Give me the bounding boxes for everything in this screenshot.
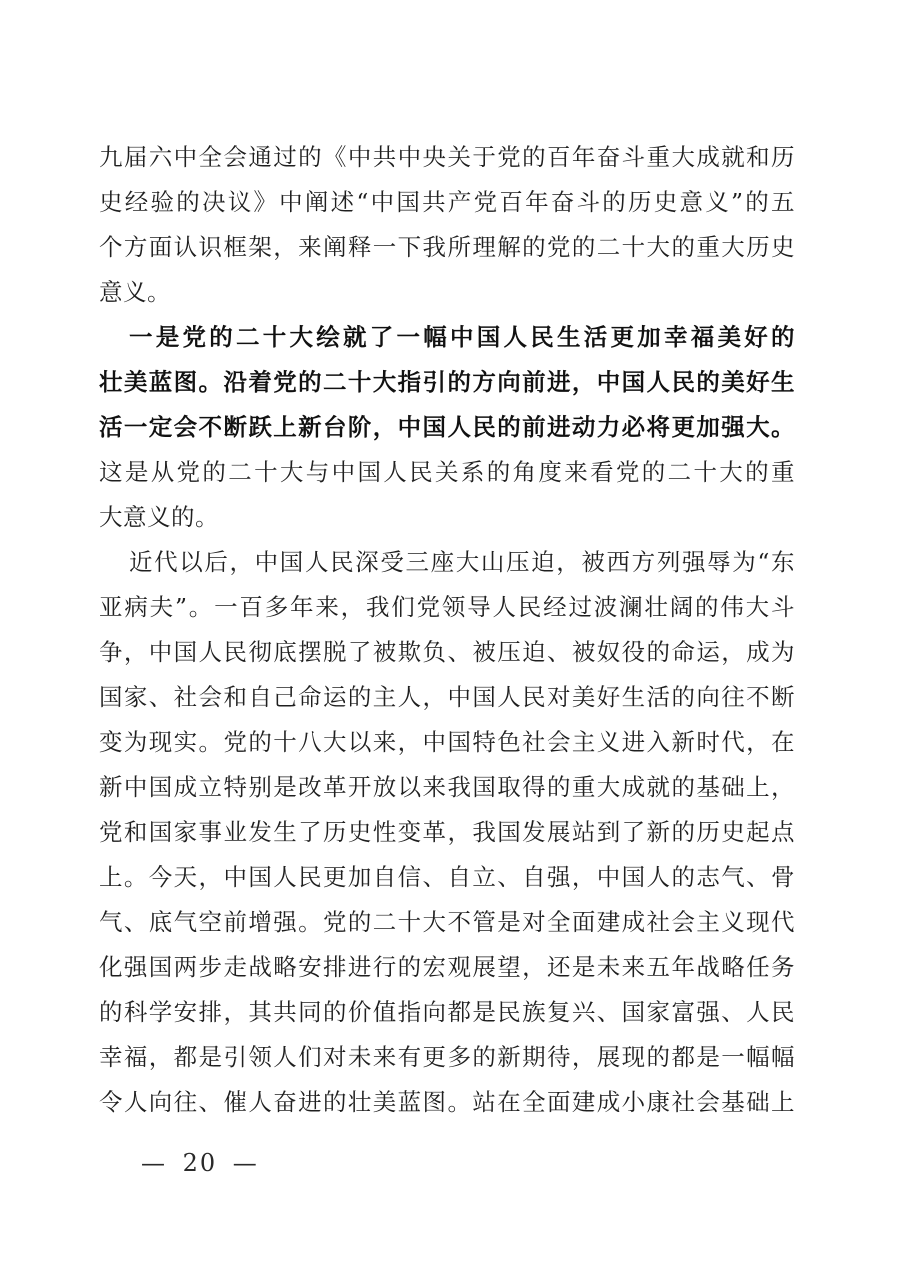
text-line: 化强国两步走战略安排进行的宏观展望，还是未来五年战略任务: [99, 953, 795, 981]
text-line: 意义。: [99, 278, 171, 306]
text-line: 令人向往、催人奋进的壮美蓝图。站在全面建成小康社会基础上: [99, 1088, 795, 1116]
text-line: 个方面认识框架，来阐释一下我所理解的党的二十大的重大历史: [99, 233, 795, 261]
text-line: 国家、社会和自己命运的主人，中国人民对美好生活的向往不断: [99, 683, 795, 711]
text-line: 这是从党的二十大与中国人民关系的角度来看党的二十大的重: [99, 458, 795, 486]
page-number: — 20 —: [141, 1149, 259, 1177]
text-line: 新中国成立特别是改革开放以来我国取得的重大成就的基础上，: [99, 773, 795, 801]
text-line: 党和国家事业发生了历史性变革，我国发展站到了新的历史起点: [99, 818, 795, 846]
text-line: 幸福，都是引领人们对未来有更多的新期待，展现的都是一幅幅: [99, 1043, 795, 1071]
text-line: 亚病夫”。一百多年来，我们党领导人民经过波澜壮阔的伟大斗: [99, 593, 795, 621]
text-line: 九届六中全会通过的《中共中央关于党的百年奋斗重大成就和历: [99, 143, 795, 171]
text-block: [99, 135, 795, 1125]
text-line: 大意义的。: [99, 503, 219, 531]
text-line: 上。今天，中国人民更加自信、自立、自强，中国人的志气、骨: [99, 863, 795, 891]
text-line-bold: 活一定会不断跃上新台阶，中国人民的前进动力必将更加强大。: [99, 413, 795, 441]
text-line: 变为现实。党的十八大以来，中国特色社会主义进入新时代，在: [99, 728, 795, 756]
text-line: 争，中国人民彻底摆脱了被欺负、被压迫、被奴役的命运，成为: [99, 638, 795, 666]
text-line-bold: 一是党的二十大绘就了一幅中国人民生活更加幸福美好的: [129, 323, 795, 351]
text-line: 气、底气空前增强。党的二十大不管是对全面建成社会主义现代: [99, 908, 795, 936]
text-line-bold: 壮美蓝图。沿着党的二十大指引的方向前进，中国人民的美好生: [99, 368, 795, 396]
text-line: 史经验的决议》中阐述“中国共产党百年奋斗的历史意义”的五: [99, 188, 795, 216]
text-line: 近代以后，中国人民深受三座大山压迫，被西方列强辱为“东: [129, 548, 795, 576]
text-line: 的科学安排，其共同的价值指向都是民族复兴、国家富强、人民: [99, 998, 795, 1026]
